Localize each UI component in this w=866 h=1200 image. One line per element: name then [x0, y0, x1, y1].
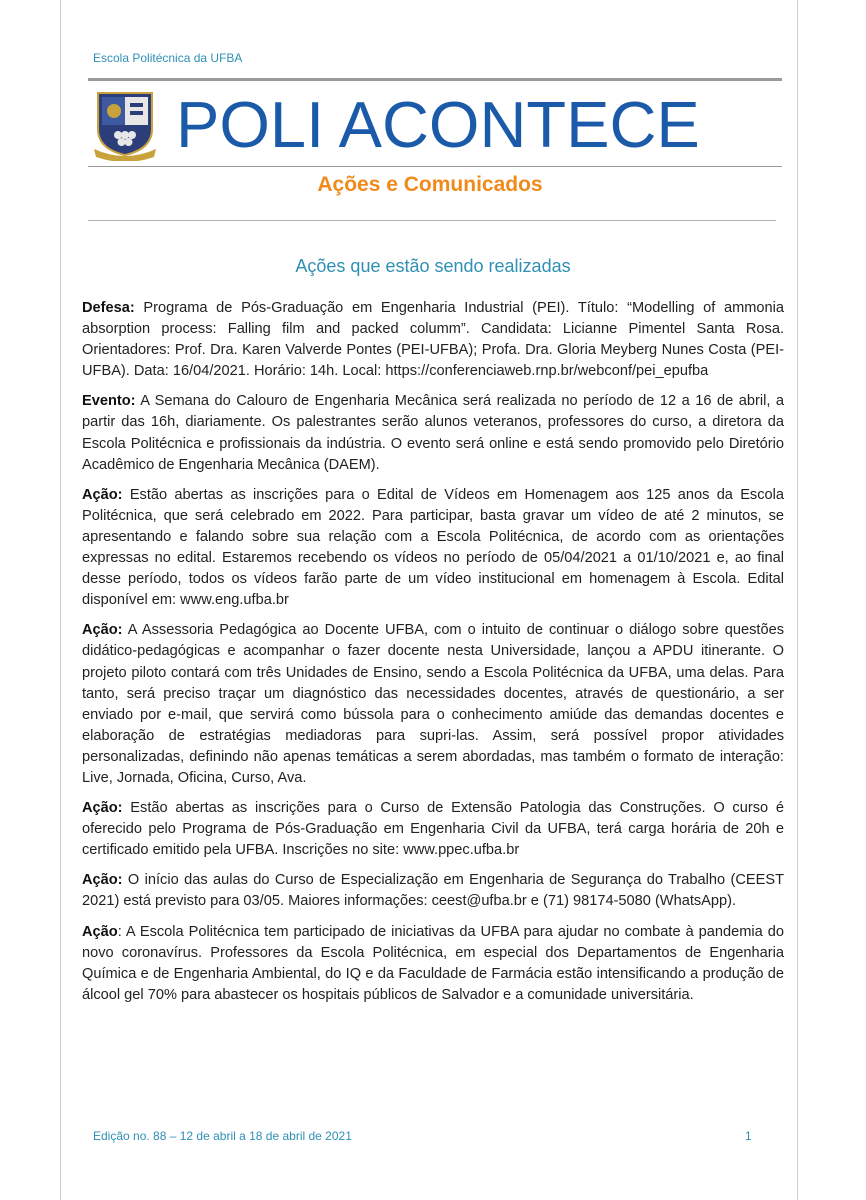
- news-content: [82, 298, 784, 1015]
- news-item-evento: [82, 391, 784, 475]
- school-name: Escola Politécnica da UFBA: [93, 51, 243, 65]
- item-label: Ação:: [82, 800, 123, 817]
- header-rule-top: [88, 78, 782, 81]
- item-text: Estão abertas as inscrições para o Edital de Vídeos em Homenagem aos 125 anos da Escola Politécnica, que será celebrado em 2022. Para participar, basta gravar um vídeo de até 2 minutos, se apresentando e falando sobre sua relação com a Escola Politécnica, de acordo com as orientações expressas no edital. Estaremos recebendo os vídeos no período de 05/04/2021 a 01/10/2021 e, ao final desse período, todos os vídeos farão parte de um vídeo institucional em homenagem à Escola. Edital disponível em: www.eng.ufba.br: [82, 486, 784, 609]
- item-label: Evento:: [82, 393, 136, 410]
- header-rule-bottom: [88, 220, 776, 221]
- news-item-defesa: [82, 298, 784, 382]
- school-crest-logo: [92, 89, 158, 161]
- section-title: Ações que estão sendo realizadas: [295, 256, 571, 276]
- item-label: Defesa:: [82, 300, 135, 316]
- item-text: : A Escola Politécnica tem participado de iniciativas da UFBA para ajudar no combate à pandemia do novo coronavírus. Professores da Escola Politécnica, em especial dos Departamentos de Engenharia Química e de Engenharia Ambiental, do IQ e da Faculdade de Farmácia estão intensificando a produção de álcool gel 70% para abastecer os hospitais públicos de Salvador e a comunidade universitária.: [82, 923, 784, 1003]
- news-item-acao-covid: [82, 922, 784, 1006]
- news-item-acao-videos: [82, 485, 784, 612]
- footer-edition: Edição no. 88 – 12 de abril a 18 de abril de 2021: [93, 1129, 352, 1143]
- item-text: A Semana do Calouro de Engenharia Mecânica será realizada no período de 12 a 16 de abril, a partir das 16h, diariamente. Os palestrantes serão alunos veteranos, professores do curso, a diretora da Escola Politécnica e profissionais da indústria. O evento será online e está sendo promovido pelo Diretório Acadêmico de Engenharia Mecânica (DAEM).: [82, 393, 784, 473]
- item-label: Ação:: [82, 872, 123, 889]
- masthead-title: POLI ACONTECE: [176, 88, 700, 161]
- news-item-acao-patologia: [82, 798, 784, 861]
- page-border-left: [60, 0, 61, 1200]
- item-label: Ação:: [82, 486, 123, 503]
- news-item-acao-ceest: [82, 870, 784, 912]
- page-number: 1: [745, 1129, 752, 1143]
- masthead-subtitle: Ações e Comunicados: [317, 173, 543, 196]
- item-label: Ação: [82, 923, 118, 940]
- header-rule-middle: [88, 166, 782, 167]
- item-text: A Assessoria Pedagógica ao Docente UFBA, com o intuito de continuar o diálogo sobre questões didático-pedagógicas e acompanhar o fazer docente nesta Universidade, lançou a APDU itinerante. O projeto piloto contará com três Unidades de Ensino, sendo a Escola Politécnica da UFBA, uma delas. Para tanto, será preciso traçar um diagnóstico das necessidades docentes, através de questionário, a ser enviado por e-mail, que servirá como bússola para o conhecimento amiúde das demandas docentes e elaboração de estratégias mediadoras para supri-las. Assim, será possível propor atividades personalizadas, definindo não apenas temáticas a serem abordadas, mas também o formato de interação: Live, Jornada, Oficina, Curso, Ava.: [82, 622, 784, 786]
- item-text: O início das aulas do Curso de Especialização em Engenharia de Segurança do Trabalho (CEEST 2021) está previsto para 03/05. Maiores informações: ceest@ufba.br e (71) 98174-5080 (WhatsApp).: [82, 872, 784, 910]
- item-text: Estão abertas as inscrições para o Curso de Extensão Patologia das Construções. O curso é oferecido pelo Programa de Pós-Graduação em Engenharia Civil da UFBA, terá carga horária de 20h e certificado emitido pela UFBA. Inscrições no site: www.ppec.ufba.br: [82, 800, 784, 859]
- page-border-right: [797, 0, 798, 1200]
- item-label: Ação:: [82, 622, 123, 639]
- item-text: Programa de Pós-Graduação em Engenharia Industrial (PEI). Título: “Modelling of ammonia absorption process: Falling film and packed columm”. Candidata: Licianne Pimentel Santa Rosa. Orientadores: Prof. Dra. Karen Valverde Pontes (PEI-UFBA); Profa. Dra. Gloria Meyberg Nunes Costa (PEI-UFBA). Data: 16/04/2021. Horário: 14h. Local: https://conferenciaweb.rnp.br/webconf/pei_epufba: [82, 300, 784, 380]
- news-item-acao-apdu: [82, 620, 784, 789]
